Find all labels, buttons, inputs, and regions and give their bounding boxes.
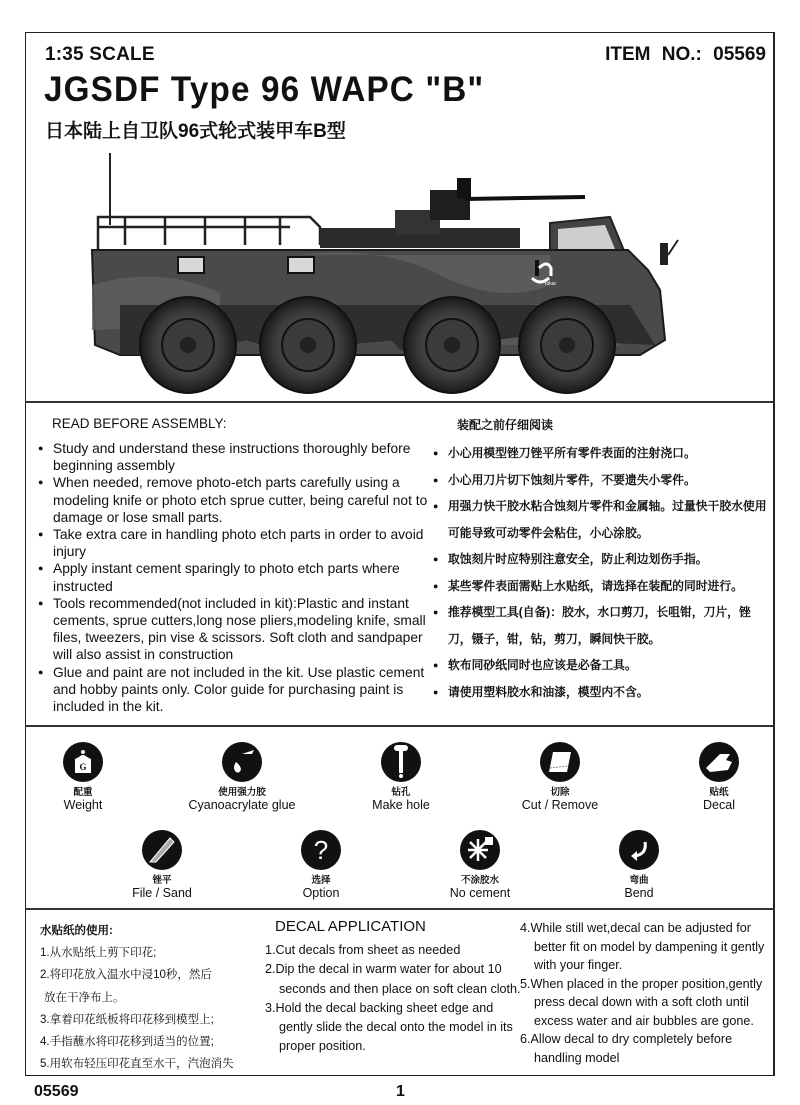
decal-step: 5.When placed in the proper position,gently press decal down with a soft cloth until excess water and air bubbles are gone. (520, 976, 763, 1028)
decal-cn-heading: 水贴纸的使用: (40, 925, 113, 937)
weight-icon (63, 742, 103, 782)
cut-icon (540, 742, 580, 782)
decal-step: 6.Allow decal to dry completely before handling model (520, 1032, 733, 1065)
symbol-make-hole: 钻孔 Make hole (336, 742, 466, 812)
page-title: JGSDF Type 96 WAPC "B" (44, 70, 485, 109)
side-window (288, 257, 314, 273)
decal-icon (699, 742, 739, 782)
decal-step: 2.Dip the decal in warm water for about 10 seconds and then place on soft clean cloth. (265, 962, 521, 996)
list-item: ● 请使用塑料胶水和油漆，模型内不含。 (433, 679, 773, 706)
symbol-cut-remove: 切除 Cut / Remove (495, 742, 625, 812)
decal-application-cn (40, 920, 260, 1075)
list-item: ● Take extra care in handling photo etch parts in order to avoid injury (38, 526, 438, 560)
glue-drop-icon (222, 742, 262, 782)
symbol-glue: 使用强力胶 Cyanoacrylate glue (177, 742, 307, 812)
symbol-decal: 贴纸 Decal (654, 742, 784, 812)
decal-step: 1.Cut decals from sheet as needed (265, 943, 461, 957)
symbol-weight: G 配重 Weight (18, 742, 148, 812)
decal-step: 3.Hold the decal backing sheet edge and gently slide the decal onto the model in its proper position. (265, 1000, 513, 1054)
list-item: ● 软布同砂纸同时也应该是必备工具。 (433, 652, 773, 679)
symbol-bend: 弯曲 Bend (574, 830, 704, 900)
emblem-text: Tokai (544, 281, 556, 287)
decal-steps-col1 (265, 941, 525, 1057)
page-number: 1 (396, 1083, 405, 1100)
symbol-no-cement: 不涂胶水 No cement (415, 830, 545, 900)
decal-cn-line: 放在干净布上。 (44, 991, 125, 1004)
decal-cn-line: 2.将印花放入温水中浸10秒，然后 (40, 969, 212, 982)
wheel (519, 297, 615, 393)
symbol-option: ? 选择 Option (256, 830, 386, 900)
page-subtitle-cn: 日本陆上自卫队96式轮式装甲车B型 (45, 121, 346, 142)
wheel (260, 297, 356, 393)
list-item: ● 用强力快干胶水粘合蚀刻片零件和金属轴。过量快干胶水使用可能导致可动零件会粘住，小心涂胶。 (433, 493, 773, 546)
decal-cn-line: 1.从水贴纸上剪下印花; (40, 947, 157, 960)
decal-steps-col2 (520, 919, 770, 1067)
list-item: ● 某些零件表面需贴上水贴纸，请选择在装配的同时进行。 (433, 573, 773, 600)
list-item: ● Apply instant cement sparingly to photo etch parts where instructed (38, 560, 438, 594)
file-icon (142, 830, 182, 870)
list-item: ● 取蚀刻片时应特别注意安全，防止利边划伤手指。 (433, 546, 773, 573)
symbol-file-sand: 锉平 File / Sand (97, 830, 227, 900)
divider (25, 725, 775, 727)
side-window (178, 257, 204, 273)
footer-item-code: 05569 (34, 1083, 79, 1100)
list-item: ● Study and understand these instructions thoroughly before beginning assembly (38, 440, 438, 474)
list-item: ● 小心用模型锉刀锉平所有零件表面的注射浇口。 (433, 440, 773, 467)
read-before-assembly-heading: READ BEFORE ASSEMBLY: (52, 416, 227, 431)
svg-text:G: G (79, 762, 87, 772)
assembly-notes-en (38, 440, 438, 715)
item-number: ITEM NO.: 05569 (605, 44, 766, 65)
decal-cn-line: 3.拿着印花纸板将印花移到模型上; (40, 1013, 214, 1026)
decal-application-heading: DECAL APPLICATION (275, 918, 426, 935)
divider (25, 401, 775, 403)
wheel (404, 297, 500, 393)
divider (25, 908, 775, 910)
list-item: ● When needed, remove photo-etch parts carefully using a modeling knife or photo etch sprue cutter, being careful not to damage or lose small parts. (38, 474, 438, 526)
list-item: ● 推荐模型工具(自备)：胶水，水口剪刀，长咀钳，刀片，锉刀，镊子，钳，钻，剪刀，瞬间快干胶。 (433, 599, 773, 652)
decal-step: 4.While still wet,decal can be adjusted for better fit on model by dampening it gently with your finger. (520, 921, 765, 972)
scale-label: 1:35 SCALE (45, 44, 155, 65)
list-item: ● 小心用刀片切下蚀刻片零件，不要遗失小零件。 (433, 467, 773, 494)
vehicle-illustration (80, 145, 700, 397)
question-icon: ? (301, 830, 341, 870)
no-cement-icon (460, 830, 500, 870)
read-before-assembly-heading-cn: 装配之前仔细阅读 (457, 418, 554, 432)
assembly-notes-cn (433, 440, 773, 705)
decal-cn-line: 5.用软布轻压印花直至水干，汽泡消失 (40, 1058, 234, 1071)
decal-cn-line: 4.手指蘸水将印花移到适当的位置; (40, 1036, 214, 1049)
machine-gun-barrel (465, 197, 585, 199)
list-item: ● Glue and paint are not included in the kit. Use plastic cement and hobby paints only. Color guide for purchasing paint is included in the kit. (38, 664, 438, 716)
wheel (140, 297, 236, 393)
list-item: ● Tools recommended(not included in kit):Plastic and instant cements, sprue cutters,long nose pliers,modeling knife, small files, tweezers, pin vise & scissors. Soft cloth and sandpaper will also assist in construction (38, 595, 438, 664)
drill-icon (381, 742, 421, 782)
bend-icon (619, 830, 659, 870)
